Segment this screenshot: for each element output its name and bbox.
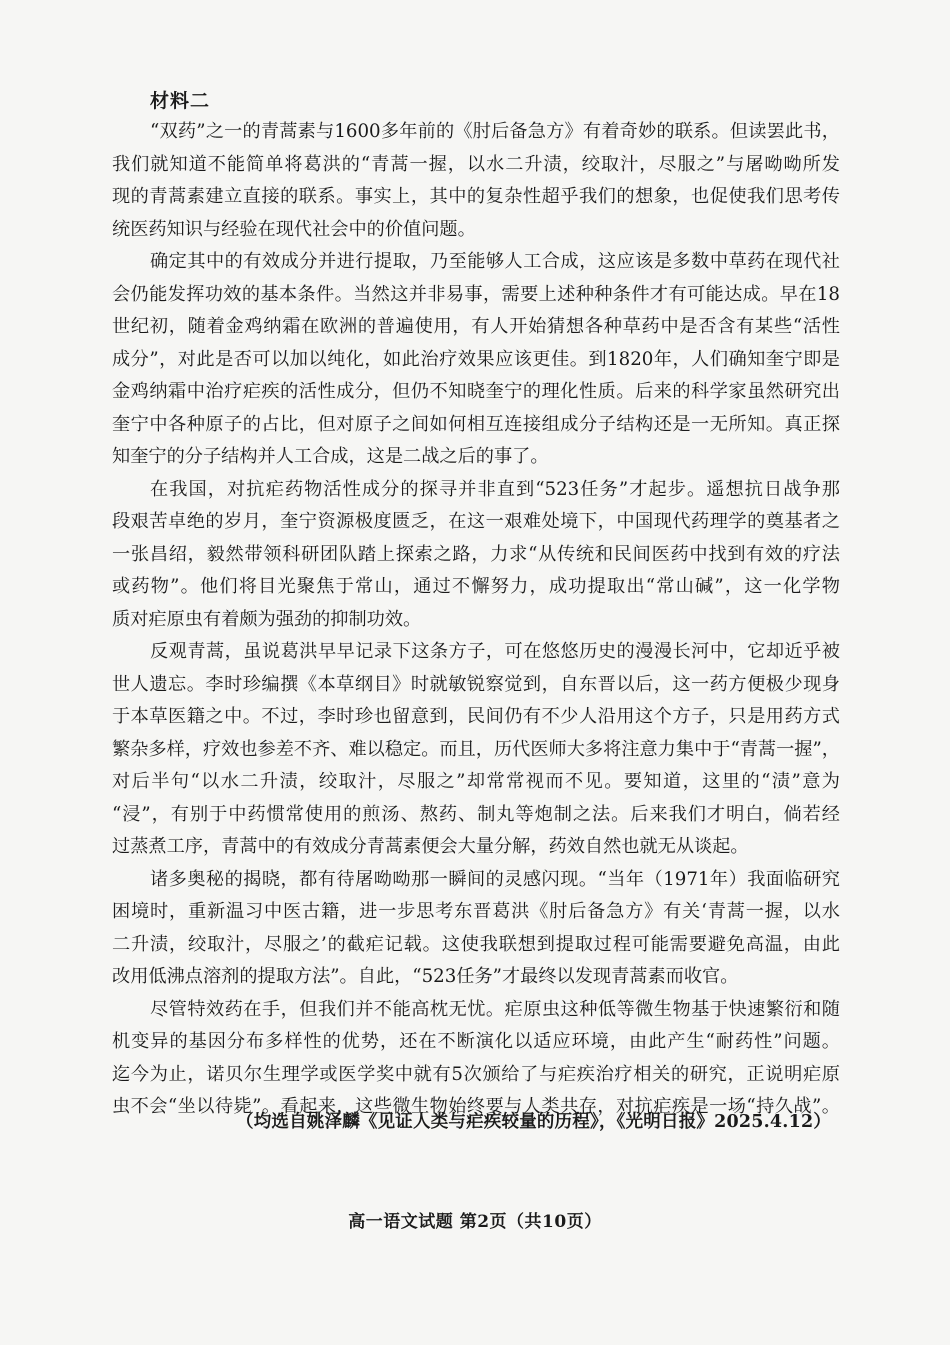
text-line: 世人遗忘。李时珍编撰《本草纲目》时就敏锐察觉到，自东晋以后，这一药方便极少现身: [112, 673, 840, 695]
text-line: 诸多奥秘的揭晓，都有待屠呦呦那一瞬间的灵感闪现。“当年（1971年）我面临研究: [150, 868, 840, 890]
text-line: 成分”，对此是否可以加以纯化，如此治疗效果应该更佳。到1820年，人们确知奎宁即是: [112, 348, 840, 370]
text-line: 于本草医籍之中。不过，李时珍也留意到，民间仍有不少人沿用这个方子，只是用药方式: [112, 706, 840, 727]
text-line: 或药物”。他们将目光聚焦于常山，通过不懈努力，成功提取出“常山碱”，这一化学物: [112, 576, 840, 597]
text-line: 对后半句“以水二升渍，绞取汁，尽服之”却常常视而不见。要知道，这里的“渍”意为: [112, 771, 840, 792]
section-heading: 材料二: [150, 90, 211, 112]
text-line: 世纪初，随着金鸡纳霜在欧洲的普遍使用，有人开始猜想各种草药中是否含有某些“活性: [112, 316, 840, 337]
text-line: 我们就知道不能简单将葛洪的“青蒿一握，以水二升渍，绞取汁，尽服之”与屠呦呦所发: [112, 153, 840, 175]
text-line: 一张昌绍，毅然带领科研团队踏上探索之路，力求“从传统和民间医药中找到有效的疗法: [112, 543, 840, 565]
text-line: 繁杂多样，疗效也参差不齐、难以稳定。而且，历代医师大多将注意力集中于“青蒿一握”，: [112, 738, 840, 760]
text-line: 知奎宁的分子结构并人工合成，这是二战之后的事了。: [112, 446, 549, 467]
article-body: [112, 116, 840, 1124]
text-line: 现的青蒿素建立直接的联系。事实上，其中的复杂性超乎我们的想象，也促使我们思考传: [112, 186, 840, 207]
text-line: 段艰苦卓绝的岁月，奎宁资源极度匮乏，在这一艰难处境下，中国现代药理学的奠基者之: [112, 511, 840, 532]
text-line: 在我国，对抗疟药物活性成分的探寻并非直到“523任务”才起步。遥想抗日战争那: [150, 478, 840, 500]
text-line: 二升渍，绞取汁，尽服之’的截疟记载。这使我联想到提取过程可能需要避免高温，由此: [112, 933, 840, 955]
text-line: 统医药知识与经验在现代社会中的价值问题。: [112, 218, 476, 240]
page-footer: 高一语文试题 第2页（共10页）: [348, 1212, 602, 1232]
text-line: 虫不会“坐以待毙”。看起来，这些微生物始终要与人类共存，对抗疟疾是一场“持久战”。: [112, 1096, 840, 1117]
text-line: 困境时，重新温习中医古籍，进一步思考东晋葛洪《肘后备急方》有关‘青蒿一握，以水: [112, 901, 840, 922]
text-line: 会仍能发挥功效的基本条件。当然这并非易事，需要上述种种条件才有可能达成。早在18: [112, 283, 840, 305]
source-citation: （均选自姚泽麟《见证人类与疟疾较量的历程》，《光明日报》2025.4.12）: [236, 1112, 832, 1132]
text-line: 质对疟原虫有着颇为强劲的抑制功效。: [112, 608, 422, 630]
text-line: 反观青蒿，虽说葛洪早早记录下这条方子，可在悠悠历史的漫漫长河中，它却近乎被: [150, 641, 840, 662]
text-line: “浸”，有别于中药惯常使用的煎汤、熬药、制丸等炮制之法。后来我们才明白，倘若经: [112, 803, 840, 825]
text-line: 过蒸煮工序，青蒿中的有效成分青蒿素便会大量分解，药效自然也就无从谈起。: [112, 836, 749, 857]
text-line: “双药”之一的青蒿素与1600多年前的《肘后备急方》有着奇妙的联系。但读罢此书，: [150, 121, 840, 142]
text-line: 奎宁中各种原子的占比，但对原子之间如何相互连接组成分子结构还是一无所知。真正探: [112, 413, 840, 435]
text-line: 迄今为止，诺贝尔生理学或医学奖中就有5次颁给了与疟疾治疗相关的研究，正说明疟原: [112, 1063, 840, 1085]
text-line: 金鸡纳霜中治疗疟疾的活性成分，但仍不知晓奎宁的理化性质。后来的科学家虽然研究出: [112, 381, 840, 402]
text-line: 尽管特效药在手，但我们并不能高枕无忧。疟原虫这种低等微生物基于快速繁衍和随: [150, 998, 840, 1020]
text-line: 确定其中的有效成分并进行提取，乃至能够人工合成，这应该是多数中草药在现代社: [150, 251, 840, 272]
text-line: 机变异的基因分布多样性的优势，还在不断演化以适应环境，由此产生“耐药性”问题。: [112, 1031, 840, 1052]
text-line: 改用低沸点溶剂的提取方法”。自此，“523任务”才最终以发现青蒿素而收官。: [112, 966, 739, 987]
